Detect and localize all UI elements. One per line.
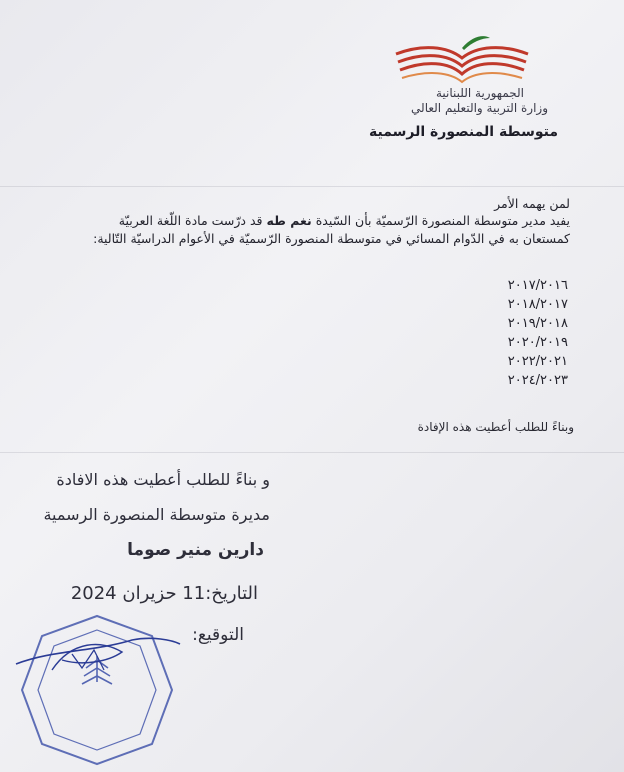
letter-body-line [119,213,570,228]
signature-label: التوقيع: [192,625,244,645]
letter-body-prefix: يفيد مدير متوسطة المنصورة الرّسميّة بأن السّيدة [315,213,570,228]
academic-year: ٢٠١٩/٢٠١٨ [507,316,568,331]
salutation: لمن يهمه الأمر [494,196,570,211]
ministry-header: وزارة التربية والتعليم العالي [411,101,548,115]
academic-year: ٢٠٢٠/٢٠١٩ [507,335,568,350]
handwritten-closing: و بناءً للطلب أعطيت هذه الافادة [56,470,270,489]
letter-body-suffix: قد درّست مادة اللّغة العربيّة [118,213,263,228]
academic-year: ٢٠١٨/٢٠١٧ [507,297,568,312]
academic-year: ٢٠٢٢/٢٠٢١ [507,354,568,369]
republic-header: الجمهورية اللبنانية [435,86,524,100]
issue-date: التاريخ:11 حزيران 2024 [70,583,258,604]
director-title: مديرة متوسطة المنصورة الرسمية [43,505,270,524]
letter-body-line: كمستعان به في الدّوام المسائي في متوسطة المنصورة الرّسميّة في الأعوام الدراسيّة التّالية: [93,231,570,246]
academic-year: ٢٠١٧/٢٠١٦ [507,278,568,293]
director-name: دارين منير صوما [127,540,264,560]
closing-line: وبناءً للطلب أعطيت هذه الإفادة [417,420,574,434]
academic-years-list [508,276,568,390]
paper-fold [0,452,624,453]
teacher-name: نغم طه [266,213,312,228]
academic-year: ٢٠٢٤/٢٠٢٣ [507,373,568,388]
ministry-book-logo [392,36,532,86]
school-header: متوسطة المنصورة الرسمية [369,124,558,140]
paper-fold [0,186,624,187]
official-stamp [12,610,182,770]
